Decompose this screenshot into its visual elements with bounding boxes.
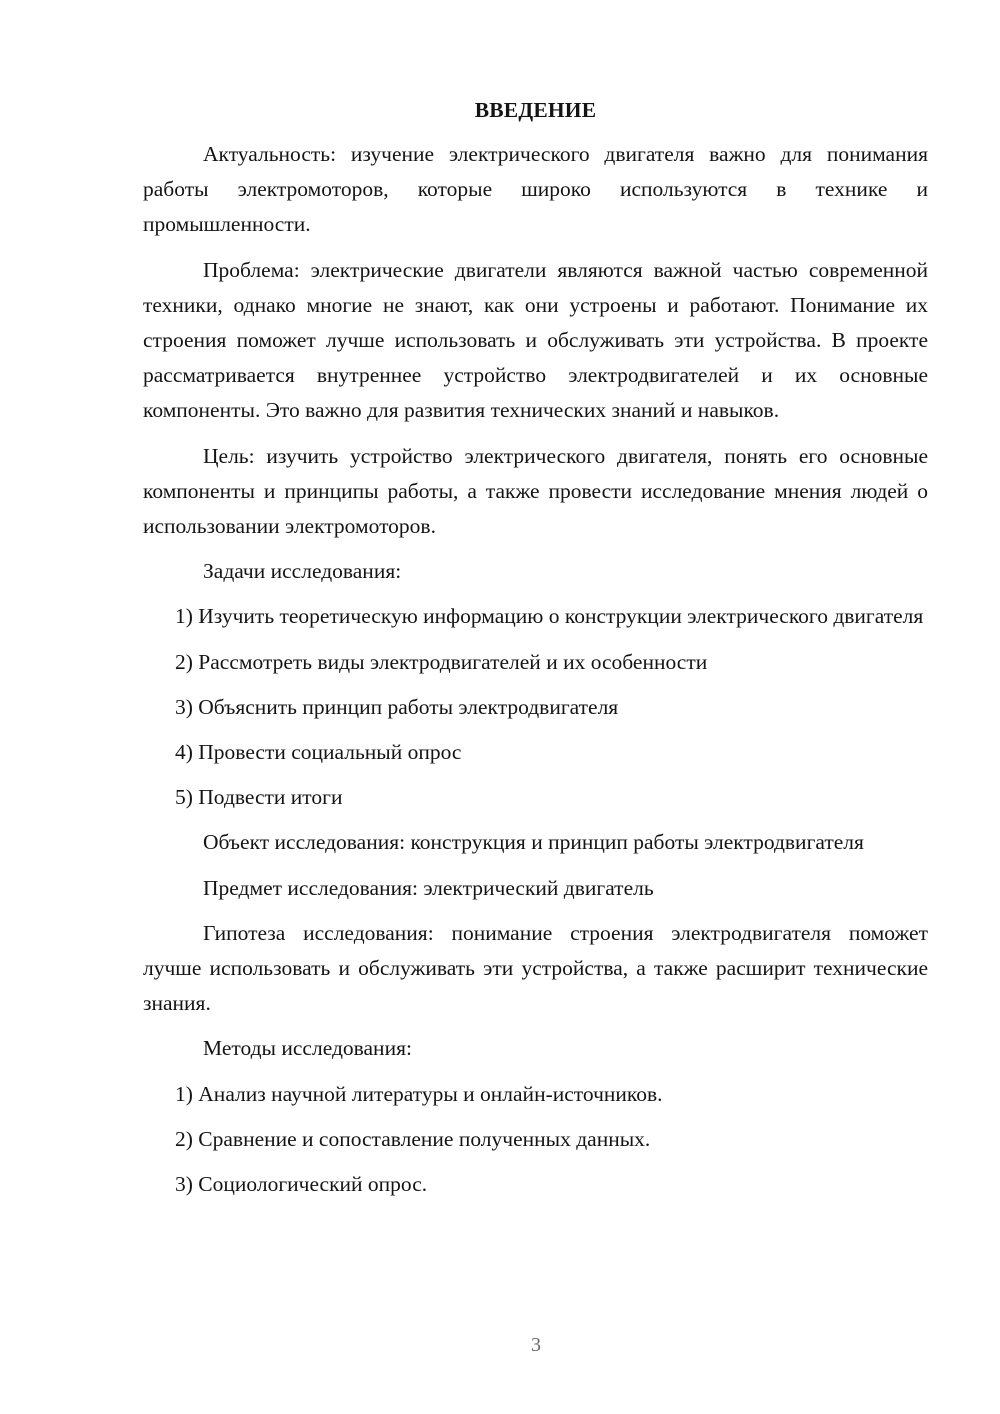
- task-item-5: 5) Подвести итоги: [175, 785, 343, 810]
- tasks-heading: Задачи исследования:: [203, 559, 402, 584]
- method-item-3: 3) Социологический опрос.: [175, 1172, 428, 1197]
- page-content: [143, 95, 928, 1212]
- page-number: 3: [531, 1334, 541, 1356]
- paragraph-goal: Цель: изучить устройство электрического двигателя, понять его основные компоненты и принципы работы, а также провести исследование мнения людей о использовании электромоторов.: [143, 443, 928, 539]
- method-item-2: 2) Сравнение и сопоставление полученных данных.: [175, 1126, 651, 1151]
- paragraph-subject: Предмет исследования: электрический двигатель: [203, 875, 654, 900]
- task-item-4: 4) Провести социальный опрос: [175, 740, 462, 765]
- paragraph-object: Объект исследования: конструкция и принцип работы электродвигателя: [203, 830, 864, 855]
- paragraph-hypothesis: Гипотеза исследования: понимание строения электродвигателя поможет лучше использовать и обслуживать эти устройства, а также расширит технические знания.: [143, 920, 928, 1016]
- task-item-2: 2) Рассмотреть виды электродвигателей и их особенности: [175, 649, 708, 674]
- paragraph-relevance: Актуальность: изучение электрического двигателя важно для понимания работы электромоторов, которые широко используются в технике и промышленности.: [143, 142, 928, 237]
- methods-heading: Методы исследования:: [203, 1036, 412, 1061]
- method-item-1: 1) Анализ научной литературы и онлайн-источников.: [175, 1081, 663, 1106]
- task-item-3: 3) Объяснить принцип работы электродвигателя: [175, 694, 619, 719]
- section-heading: ВВЕДЕНИЕ: [474, 98, 597, 122]
- paragraph-problem: Проблема: электрические двигатели являются важной частью современной техники, однако многие не знают, как они устроены и работают. Понимание их строения поможет лучше использовать и обслуживать эти устройства. В проекте рассматривается внутреннее устройство электродвигателей и их основные компоненты. Это важно для развития технических знаний и навыков.: [143, 257, 928, 423]
- task-item-1: 1) Изучить теоретическую информацию о конструкции электрического двигателя: [175, 604, 924, 629]
